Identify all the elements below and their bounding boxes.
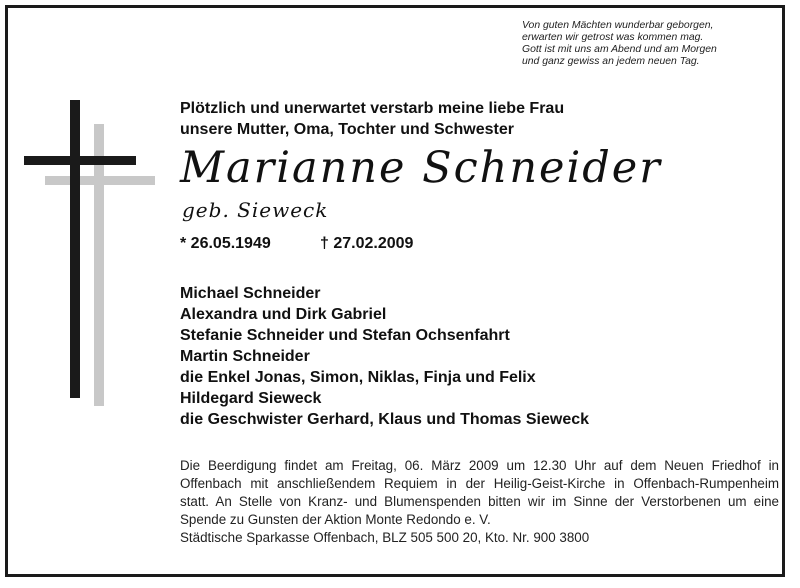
- quote-line: und ganz gewiss an jedem neuen Tag.: [522, 56, 700, 67]
- mourner-line: Martin Schneider: [180, 348, 310, 365]
- mourner-line: Stefanie Schneider und Stefan Ochsenfahrt: [180, 327, 510, 344]
- notice-line: Städtische Sparkasse Offenbach, BLZ 505 500 20, Kto. Nr. 900 3800: [180, 530, 590, 545]
- mourner-line: Hildegard Sieweck: [180, 390, 322, 407]
- quote-line: Gott ist mit uns am Abend und am Morgen: [522, 44, 717, 55]
- deceased-name: Marianne Schneider: [180, 143, 662, 193]
- cross-shadow: [45, 124, 155, 406]
- notice-line: Spende zu Gunsten der Aktion Monte Redondo e. V.: [180, 512, 491, 527]
- intro-line: unsere Mutter, Oma, Tochter und Schwester: [180, 121, 514, 138]
- funeral-notice: [180, 457, 779, 547]
- mourner-line: Alexandra und Dirk Gabriel: [180, 306, 387, 323]
- notice-line: statt. An Stelle von Kranz- und Blumenspenden bitten wir im Sinne der Verstorbenen um eine: [180, 494, 779, 509]
- intro-text: [180, 98, 564, 140]
- maiden-name: geb. Sieweck: [182, 198, 329, 222]
- intro-line: Plötzlich und unerwartet verstarb meine liebe Frau: [180, 100, 565, 117]
- mourner-line: die Enkel Jonas, Simon, Niklas, Finja und Felix: [180, 369, 536, 386]
- mourners-list: [180, 283, 589, 430]
- death-date: † 27.02.2009: [320, 235, 414, 252]
- cross-front: [24, 100, 136, 398]
- cross-icon: [20, 98, 160, 408]
- quote-line: Von guten Mächten wunderbar geborgen,: [522, 20, 714, 31]
- birth-date: * 26.05.1949: [180, 235, 271, 252]
- mourner-line: Michael Schneider: [180, 285, 321, 302]
- quote-line: erwarten wir getrost was kommen mag.: [522, 32, 704, 43]
- life-dates: [180, 234, 414, 254]
- notice-line: Die Beerdigung findet am Freitag, 06. März 2009 um 12.30 Uhr auf dem Neuen Friedhof in: [180, 458, 779, 473]
- quote-block: [522, 20, 778, 68]
- notice-line: Offenbach mit anschließendem Requiem in der Heilig-Geist-Kirche in Offenbach-Rumpenheim: [180, 476, 779, 491]
- mourner-line: die Geschwister Gerhard, Klaus und Thomas Sieweck: [180, 411, 590, 428]
